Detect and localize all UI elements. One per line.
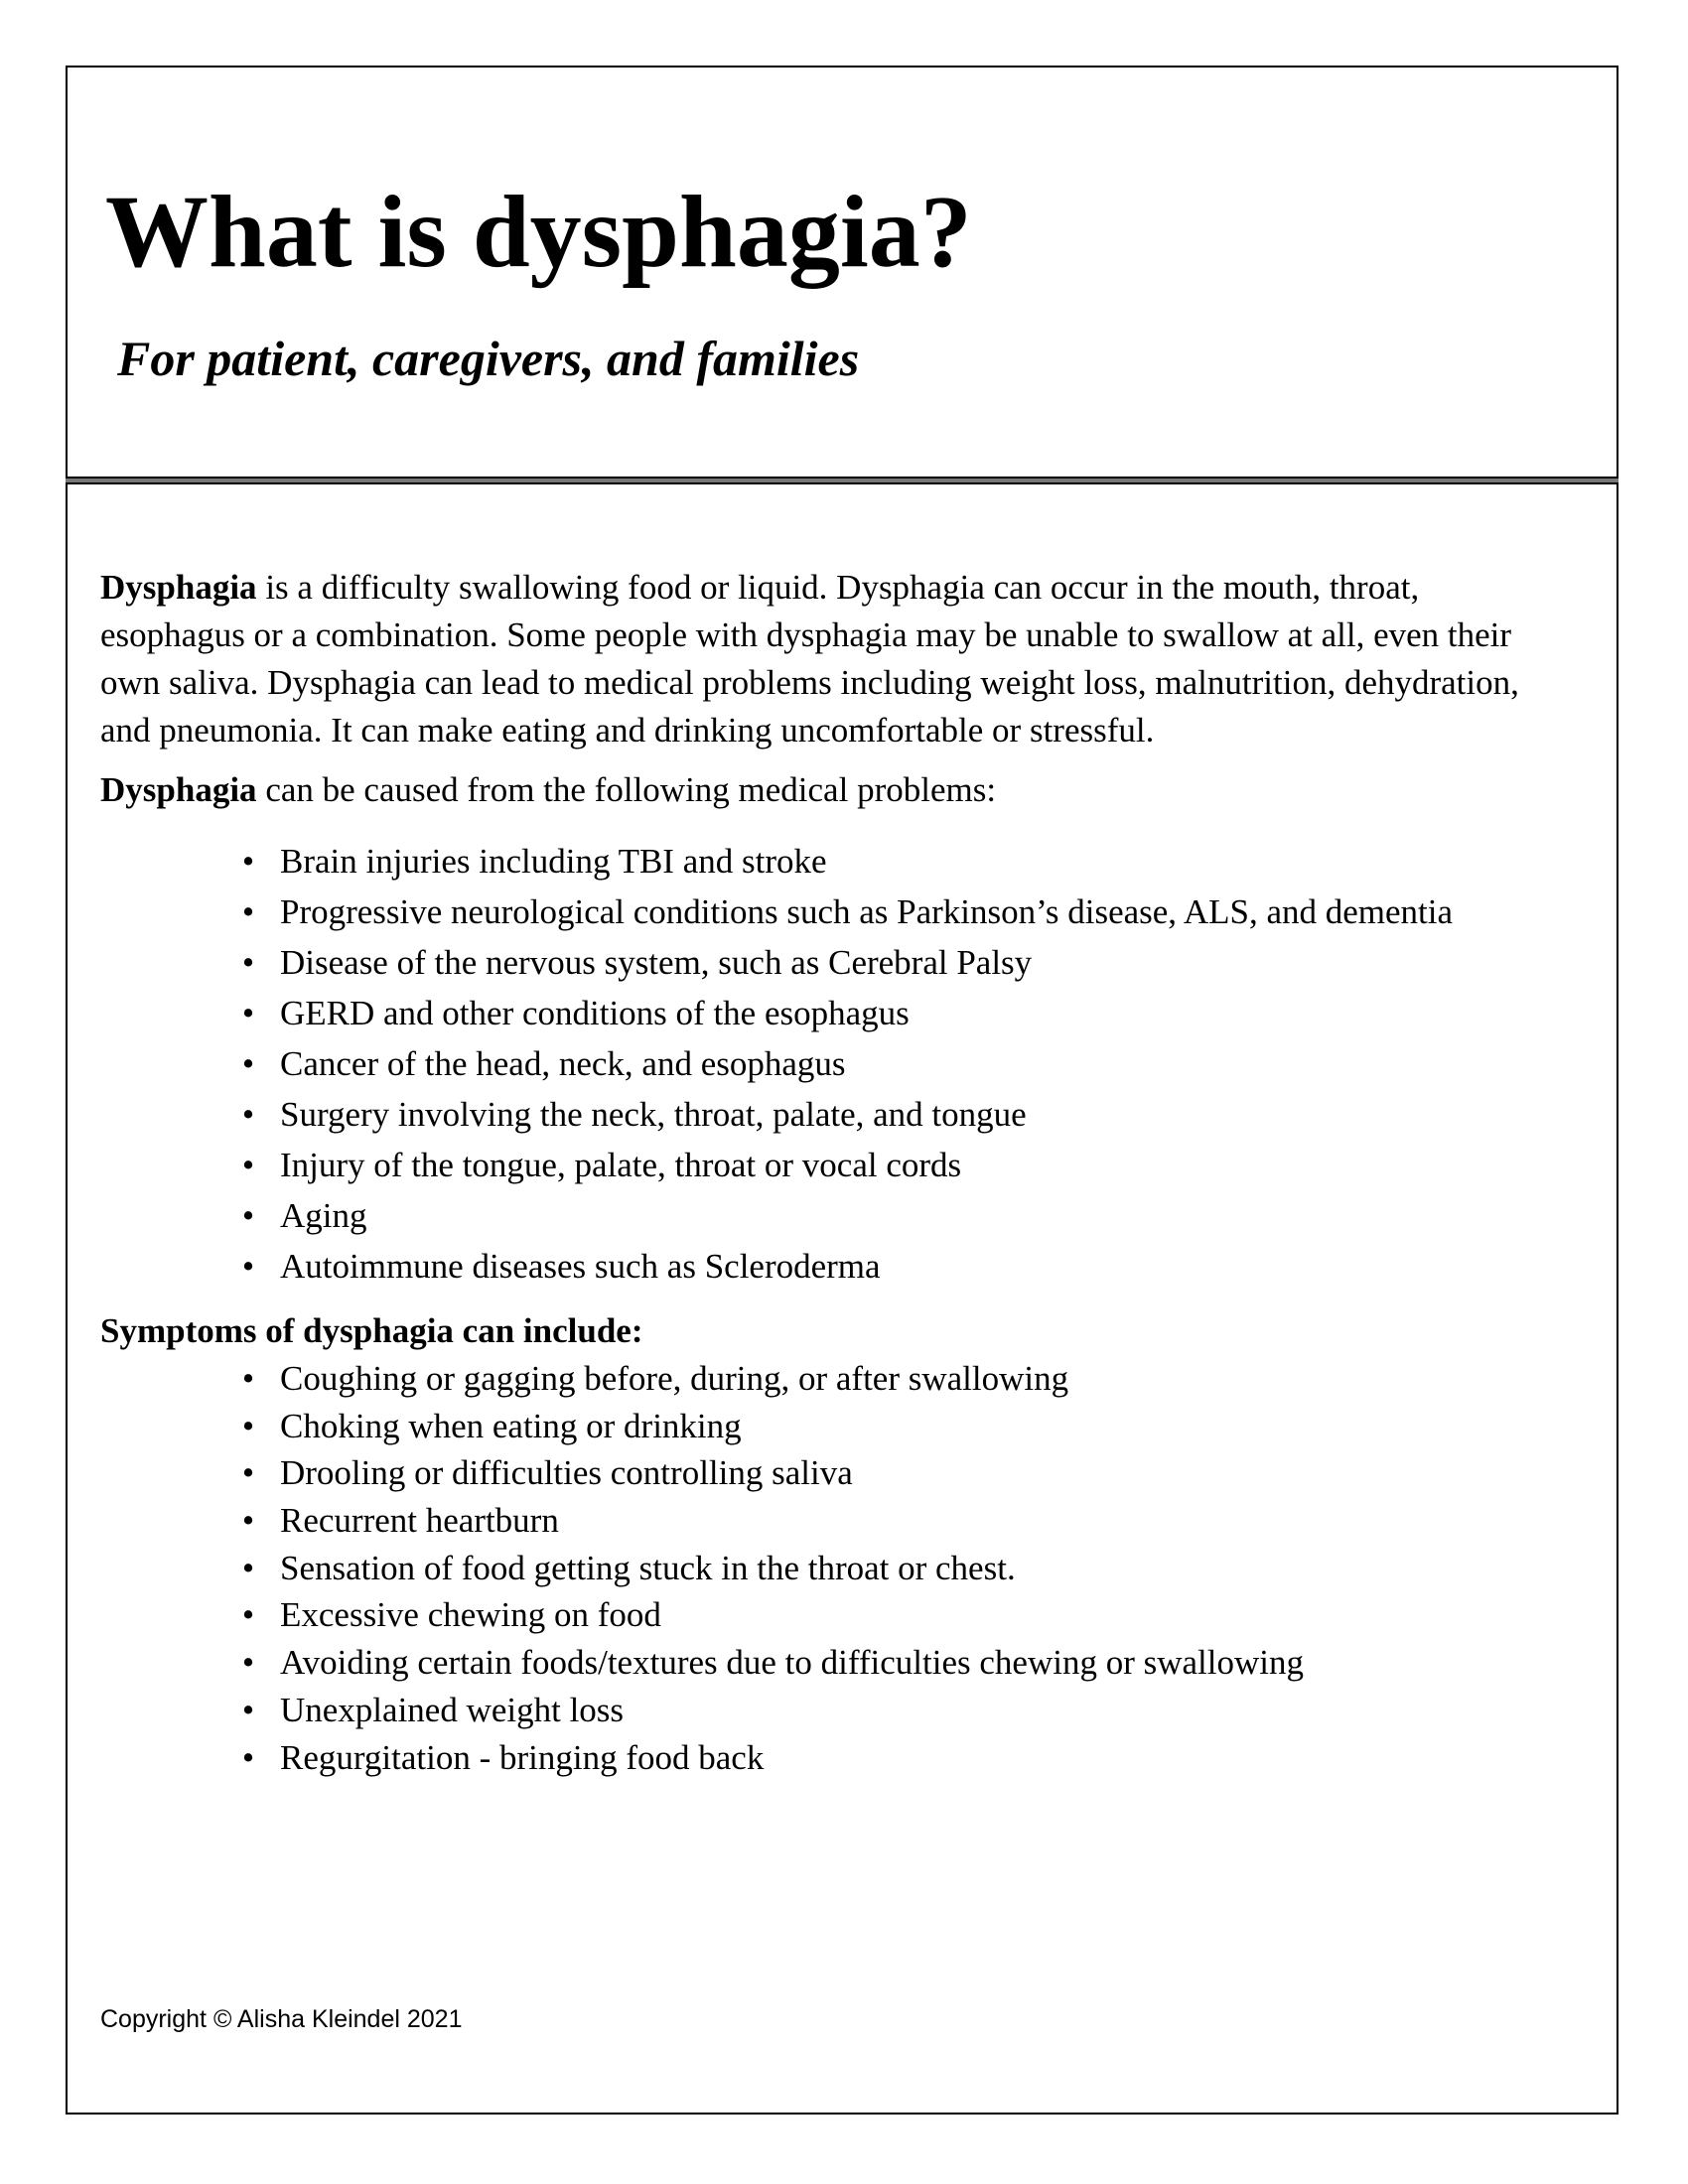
bullet-icon: • (241, 994, 255, 1032)
bullet-icon: • (241, 1548, 255, 1587)
list-item-text: Progressive neurological conditions such as Parkinson’s disease, ALS, and dementia (280, 892, 1454, 931)
list-item-text: Choking when eating or drinking (280, 1406, 742, 1445)
list-item (100, 836, 1590, 887)
list-item-text: Unexplained weight loss (280, 1690, 625, 1729)
list-item-text: Brain injuries including TBI and stroke (280, 842, 827, 881)
content (100, 564, 1590, 1781)
list-item-text: Injury of the tongue, palate, throat or vocal cords (280, 1146, 962, 1184)
list-item (100, 1545, 1590, 1592)
list-item (100, 1355, 1590, 1403)
page-subtitle: For patient, caregivers, and families (117, 331, 860, 386)
list-item (100, 1190, 1590, 1241)
list-item-text: Sensation of food getting stuck in the throat or chest. (280, 1548, 1016, 1587)
list-item (100, 1687, 1590, 1734)
list-item (100, 887, 1590, 937)
list-item (100, 1403, 1590, 1450)
symptoms-heading: Symptoms of dysphagia can include: (100, 1311, 643, 1350)
list-item (100, 937, 1590, 988)
list-item (100, 1591, 1590, 1639)
causes-text: can be caused from the following medical problems: (256, 770, 997, 809)
causes-term: Dysphagia (100, 770, 257, 809)
list-item-text: Regurgitation - bringing food back (280, 1737, 765, 1777)
list-item (100, 1497, 1590, 1545)
causes-intro (100, 766, 1590, 814)
bullet-icon: • (241, 1406, 255, 1445)
list-item-text: Recurrent heartburn (280, 1501, 559, 1541)
bullet-icon: • (241, 892, 255, 931)
list-item (100, 1089, 1590, 1140)
list-item-text: Excessive chewing on food (280, 1595, 661, 1635)
list-item-text: Surgery involving the neck, throat, palate, and tongue (280, 1095, 1027, 1134)
list-item (100, 1449, 1590, 1497)
bullet-icon: • (241, 1643, 255, 1683)
list-item (100, 1038, 1590, 1089)
list-item-text: Coughing or gagging before, during, or after swallowing (280, 1359, 1069, 1398)
bullet-icon: • (241, 943, 255, 982)
causes-list (100, 836, 1590, 1292)
symptoms-list (100, 1355, 1590, 1781)
bullet-icon: • (241, 1737, 255, 1777)
header-divider (66, 477, 1618, 484)
list-item-text: Autoimmune diseases such as Scleroderma (280, 1247, 881, 1286)
bullet-icon: • (241, 1501, 255, 1541)
list-item-text: Disease of the nervous system, such as Cerebral Palsy (280, 943, 1033, 982)
intro-term: Dysphagia (100, 568, 257, 607)
list-item-text: Aging (280, 1196, 367, 1235)
bullet-icon: • (241, 842, 255, 881)
list-item (100, 1140, 1590, 1190)
bullet-icon: • (241, 1044, 255, 1083)
header (68, 68, 1617, 480)
list-item (100, 1639, 1590, 1687)
list-item (100, 1734, 1590, 1782)
bullet-icon: • (241, 1359, 255, 1398)
bullet-icon: • (241, 1453, 255, 1493)
page-frame (66, 66, 1618, 2115)
bullet-icon: • (241, 1146, 255, 1184)
bullet-icon: • (241, 1095, 255, 1134)
page-title: What is dysphagia? (105, 175, 972, 289)
intro-paragraph (100, 564, 1570, 754)
bullet-icon: • (241, 1690, 255, 1729)
list-item-text: Avoiding certain foods/textures due to difficulties chewing or swallowing (280, 1643, 1304, 1683)
copyright-notice: Copyright © Alisha Kleindel 2021 (100, 2005, 463, 2033)
intro-text: is a difficulty swallowing food or liquid. Dysphagia can occur in the mouth, throat, esophagus or a combination. Some people with dysphagia may be unable to swallow at all, even their own saliva. Dysphagia can lead to medical problems including weight loss, malnutrition, dehydration, and pneumonia. It can make eating and drinking uncomfortable or stressful. (100, 568, 1519, 750)
list-item-text: Cancer of the head, neck, and esophagus (280, 1044, 846, 1083)
list-item (100, 988, 1590, 1038)
bullet-icon: • (241, 1247, 255, 1286)
bullet-icon: • (241, 1595, 255, 1635)
bullet-icon: • (241, 1196, 255, 1235)
list-item-text: Drooling or difficulties controlling saliva (280, 1453, 853, 1493)
list-item-text: GERD and other conditions of the esophagus (280, 994, 910, 1032)
list-item (100, 1241, 1590, 1292)
